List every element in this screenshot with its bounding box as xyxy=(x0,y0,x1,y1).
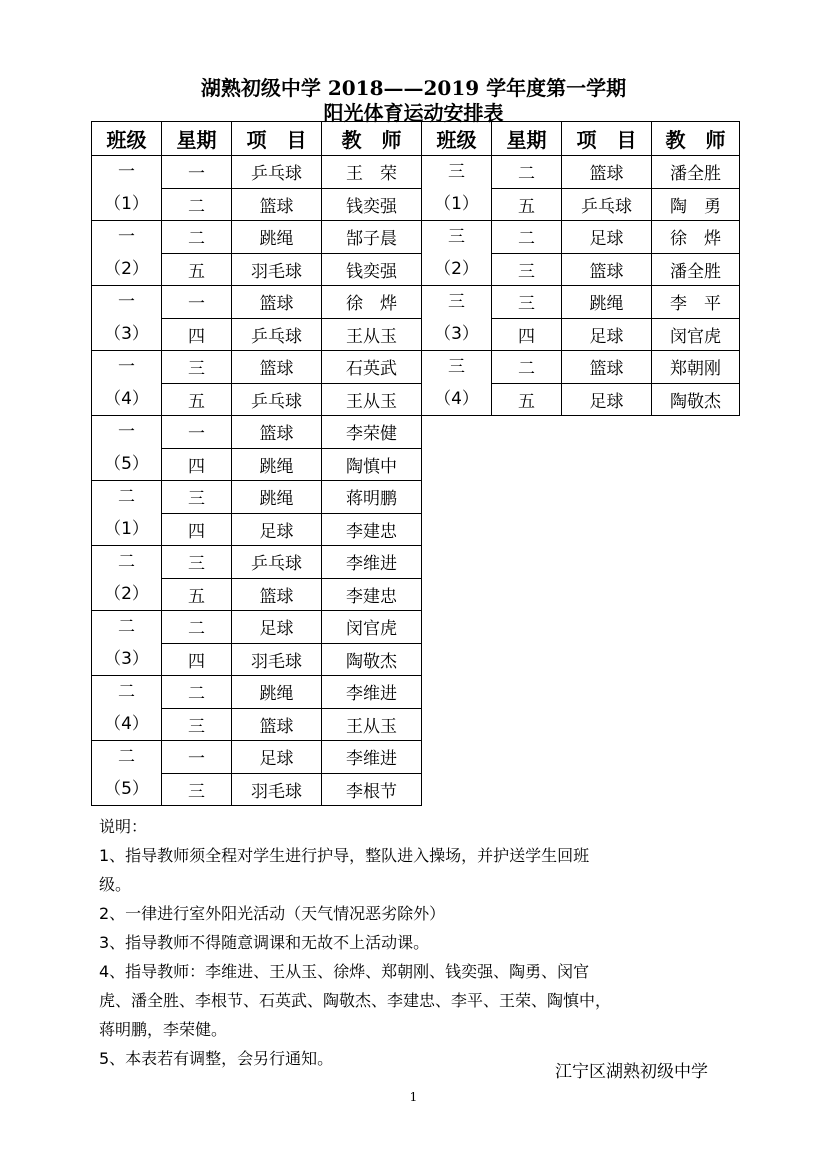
class-number-label: （1） xyxy=(104,194,149,214)
note-line: 1、指导教师须全程对学生进行护导，整队进入操场，并护送学生回班 xyxy=(99,846,590,865)
table-row xyxy=(92,546,422,579)
weekday-cell: 二 xyxy=(492,156,562,189)
weekday-cell: 三 xyxy=(492,286,562,319)
class-cell xyxy=(92,416,162,481)
teacher-cell: 潘全胜 xyxy=(652,156,740,189)
class-cell xyxy=(422,221,492,286)
weekday-cell: 三 xyxy=(162,351,232,384)
school-signature: 江宁区湖熟初级中学 xyxy=(555,1062,708,1082)
header-teacher: 教 师 xyxy=(652,122,740,156)
teacher-cell: 王从玉 xyxy=(322,383,422,416)
grade-label: 三 xyxy=(448,357,465,377)
document-subtitle: 阳光体育运动安排表 xyxy=(323,101,504,125)
class-cell xyxy=(422,286,492,351)
teacher-cell: 闵官虎 xyxy=(322,611,422,644)
teacher-cell: 李建忠 xyxy=(322,513,422,546)
notes-heading: 说明： xyxy=(99,817,148,836)
class-cell xyxy=(92,286,162,351)
weekday-cell: 四 xyxy=(162,448,232,481)
activity-cell: 乒乓球 xyxy=(232,156,322,189)
table-row xyxy=(92,481,422,514)
header-teacher: 教 师 xyxy=(322,122,422,156)
weekday-cell: 三 xyxy=(162,773,232,806)
teacher-cell: 李 平 xyxy=(652,286,740,319)
schedule-table-left xyxy=(91,121,422,806)
class-cell xyxy=(92,741,162,806)
teacher-cell: 陶敬杰 xyxy=(652,383,740,416)
table-row xyxy=(92,351,422,384)
grade-label: 二 xyxy=(118,682,135,702)
activity-cell: 篮球 xyxy=(232,578,322,611)
teacher-cell: 王从玉 xyxy=(322,708,422,741)
grade-label: 三 xyxy=(448,162,465,182)
class-number-label: （3） xyxy=(104,324,149,344)
teacher-cell: 李维进 xyxy=(322,741,422,774)
activity-cell: 跳绳 xyxy=(562,286,652,319)
schedule-table-right xyxy=(421,121,740,416)
grade-label: 一 xyxy=(118,162,135,182)
activity-cell: 足球 xyxy=(562,383,652,416)
header-activity: 项 目 xyxy=(562,122,652,156)
teacher-cell: 李维进 xyxy=(322,546,422,579)
activity-cell: 乒乓球 xyxy=(232,546,322,579)
teacher-cell: 李维进 xyxy=(322,676,422,709)
weekday-cell: 五 xyxy=(492,188,562,221)
weekday-cell: 一 xyxy=(162,156,232,189)
class-number-label: （1） xyxy=(434,194,479,214)
teacher-cell: 陶敬杰 xyxy=(322,643,422,676)
grade-label: 一 xyxy=(118,292,135,312)
class-cell xyxy=(92,351,162,416)
teacher-cell: 蒋明鹏 xyxy=(322,481,422,514)
activity-cell: 跳绳 xyxy=(232,481,322,514)
activity-cell: 足球 xyxy=(562,221,652,254)
teacher-cell: 李建忠 xyxy=(322,578,422,611)
grade-label: 三 xyxy=(448,227,465,247)
teacher-cell: 潘全胜 xyxy=(652,253,740,286)
class-cell xyxy=(422,156,492,221)
teacher-cell: 郑朝刚 xyxy=(652,351,740,384)
header-class: 班级 xyxy=(422,122,492,156)
weekday-cell: 五 xyxy=(162,253,232,286)
class-number-label: （4） xyxy=(104,389,149,409)
table-row xyxy=(422,286,740,319)
weekday-cell: 三 xyxy=(162,708,232,741)
activity-cell: 足球 xyxy=(562,318,652,351)
class-cell xyxy=(92,481,162,546)
activity-cell: 篮球 xyxy=(232,286,322,319)
note-line: 级。 xyxy=(99,875,132,894)
class-number-label: （5） xyxy=(104,779,149,799)
weekday-cell: 二 xyxy=(162,188,232,221)
weekday-cell: 二 xyxy=(162,676,232,709)
header-row xyxy=(92,122,422,156)
teacher-cell: 钱奕强 xyxy=(322,188,422,221)
note-line: 蒋明鹏，李荣健。 xyxy=(99,1020,228,1039)
class-number-label: （4） xyxy=(434,389,479,409)
class-cell xyxy=(92,546,162,611)
weekday-cell: 三 xyxy=(162,481,232,514)
grade-label: 一 xyxy=(118,357,135,377)
table-row xyxy=(422,156,740,189)
activity-cell: 羽毛球 xyxy=(232,643,322,676)
weekday-cell: 一 xyxy=(162,286,232,319)
class-number-label: （2） xyxy=(104,584,149,604)
weekday-cell: 二 xyxy=(162,611,232,644)
teacher-cell: 徐 烨 xyxy=(652,221,740,254)
table-row xyxy=(92,221,422,254)
note-line: 4、指导教师：李维进、王从玉、徐烨、郑朝刚、钱奕强、陶勇、闵官 xyxy=(99,962,590,981)
weekday-cell: 二 xyxy=(492,221,562,254)
class-number-label: （3） xyxy=(104,649,149,669)
activity-cell: 乒乓球 xyxy=(232,383,322,416)
table-row xyxy=(92,156,422,189)
teacher-cell: 王从玉 xyxy=(322,318,422,351)
activity-cell: 足球 xyxy=(232,741,322,774)
weekday-cell: 五 xyxy=(162,578,232,611)
grade-label: 三 xyxy=(448,292,465,312)
teacher-cell: 闵官虎 xyxy=(652,318,740,351)
grade-label: 二 xyxy=(118,747,135,767)
table-row xyxy=(92,416,422,449)
table-row xyxy=(422,221,740,254)
activity-cell: 足球 xyxy=(232,611,322,644)
weekday-cell: 四 xyxy=(162,318,232,351)
header-weekday: 星期 xyxy=(492,122,562,156)
class-number-label: （4） xyxy=(104,714,149,734)
weekday-cell: 二 xyxy=(492,351,562,384)
note-line: 5、本表若有调整，会另行通知。 xyxy=(99,1049,334,1068)
activity-cell: 篮球 xyxy=(232,351,322,384)
activity-cell: 乒乓球 xyxy=(232,318,322,351)
table-row xyxy=(422,351,740,384)
activity-cell: 跳绳 xyxy=(232,676,322,709)
class-cell xyxy=(92,676,162,741)
class-number-label: （2） xyxy=(434,259,479,279)
page-number: 1 xyxy=(409,1090,418,1104)
weekday-cell: 三 xyxy=(492,253,562,286)
class-cell xyxy=(92,611,162,676)
teacher-cell: 陶慎中 xyxy=(322,448,422,481)
weekday-cell: 三 xyxy=(162,546,232,579)
weekday-cell: 四 xyxy=(162,513,232,546)
grade-label: 一 xyxy=(118,227,135,247)
class-cell xyxy=(422,351,492,416)
teacher-cell: 李根节 xyxy=(322,773,422,806)
class-number-label: （2） xyxy=(104,259,149,279)
teacher-cell: 陶 勇 xyxy=(652,188,740,221)
activity-cell: 篮球 xyxy=(232,188,322,221)
table-row xyxy=(92,286,422,319)
weekday-cell: 一 xyxy=(162,416,232,449)
grade-label: 二 xyxy=(118,617,135,637)
teacher-cell: 郜子晨 xyxy=(322,221,422,254)
note-line: 3、指导教师不得随意调课和无故不上活动课。 xyxy=(99,933,430,952)
activity-cell: 篮球 xyxy=(562,253,652,286)
header-class: 班级 xyxy=(92,122,162,156)
teacher-cell: 李荣健 xyxy=(322,416,422,449)
note-line: 2、一律进行室外阳光活动（天气情况恶劣除外） xyxy=(99,904,446,923)
table-row xyxy=(92,676,422,709)
table-row xyxy=(92,741,422,774)
grade-label: 二 xyxy=(118,552,135,572)
note-line: 虎、潘全胜、李根节、石英武、陶敬杰、李建忠、李平、王荣、陶慎中， xyxy=(99,991,612,1010)
header-weekday: 星期 xyxy=(162,122,232,156)
class-number-label: （1） xyxy=(104,519,149,539)
weekday-cell: 二 xyxy=(162,221,232,254)
activity-cell: 篮球 xyxy=(232,708,322,741)
teacher-cell: 钱奕强 xyxy=(322,253,422,286)
activity-cell: 跳绳 xyxy=(232,221,322,254)
teacher-cell: 石英武 xyxy=(322,351,422,384)
weekday-cell: 四 xyxy=(162,643,232,676)
activity-cell: 篮球 xyxy=(232,416,322,449)
notes xyxy=(99,812,739,1073)
activity-cell: 足球 xyxy=(232,513,322,546)
activity-cell: 羽毛球 xyxy=(232,253,322,286)
activity-cell: 乒乓球 xyxy=(562,188,652,221)
class-number-label: （5） xyxy=(104,454,149,474)
class-number-label: （3） xyxy=(434,324,479,344)
weekday-cell: 一 xyxy=(162,741,232,774)
teacher-cell: 王 荣 xyxy=(322,156,422,189)
weekday-cell: 五 xyxy=(492,383,562,416)
class-cell xyxy=(92,156,162,221)
teacher-cell: 徐 烨 xyxy=(322,286,422,319)
activity-cell: 篮球 xyxy=(562,156,652,189)
document-title: 湖熟初级中学 2018——2019 学年度第一学期 xyxy=(200,76,627,100)
grade-label: 二 xyxy=(118,487,135,507)
grade-label: 一 xyxy=(118,422,135,442)
activity-cell: 篮球 xyxy=(562,351,652,384)
class-cell xyxy=(92,221,162,286)
table-row xyxy=(92,611,422,644)
activity-cell: 羽毛球 xyxy=(232,773,322,806)
header-row xyxy=(422,122,740,156)
weekday-cell: 五 xyxy=(162,383,232,416)
weekday-cell: 四 xyxy=(492,318,562,351)
header-activity: 项 目 xyxy=(232,122,322,156)
activity-cell: 跳绳 xyxy=(232,448,322,481)
